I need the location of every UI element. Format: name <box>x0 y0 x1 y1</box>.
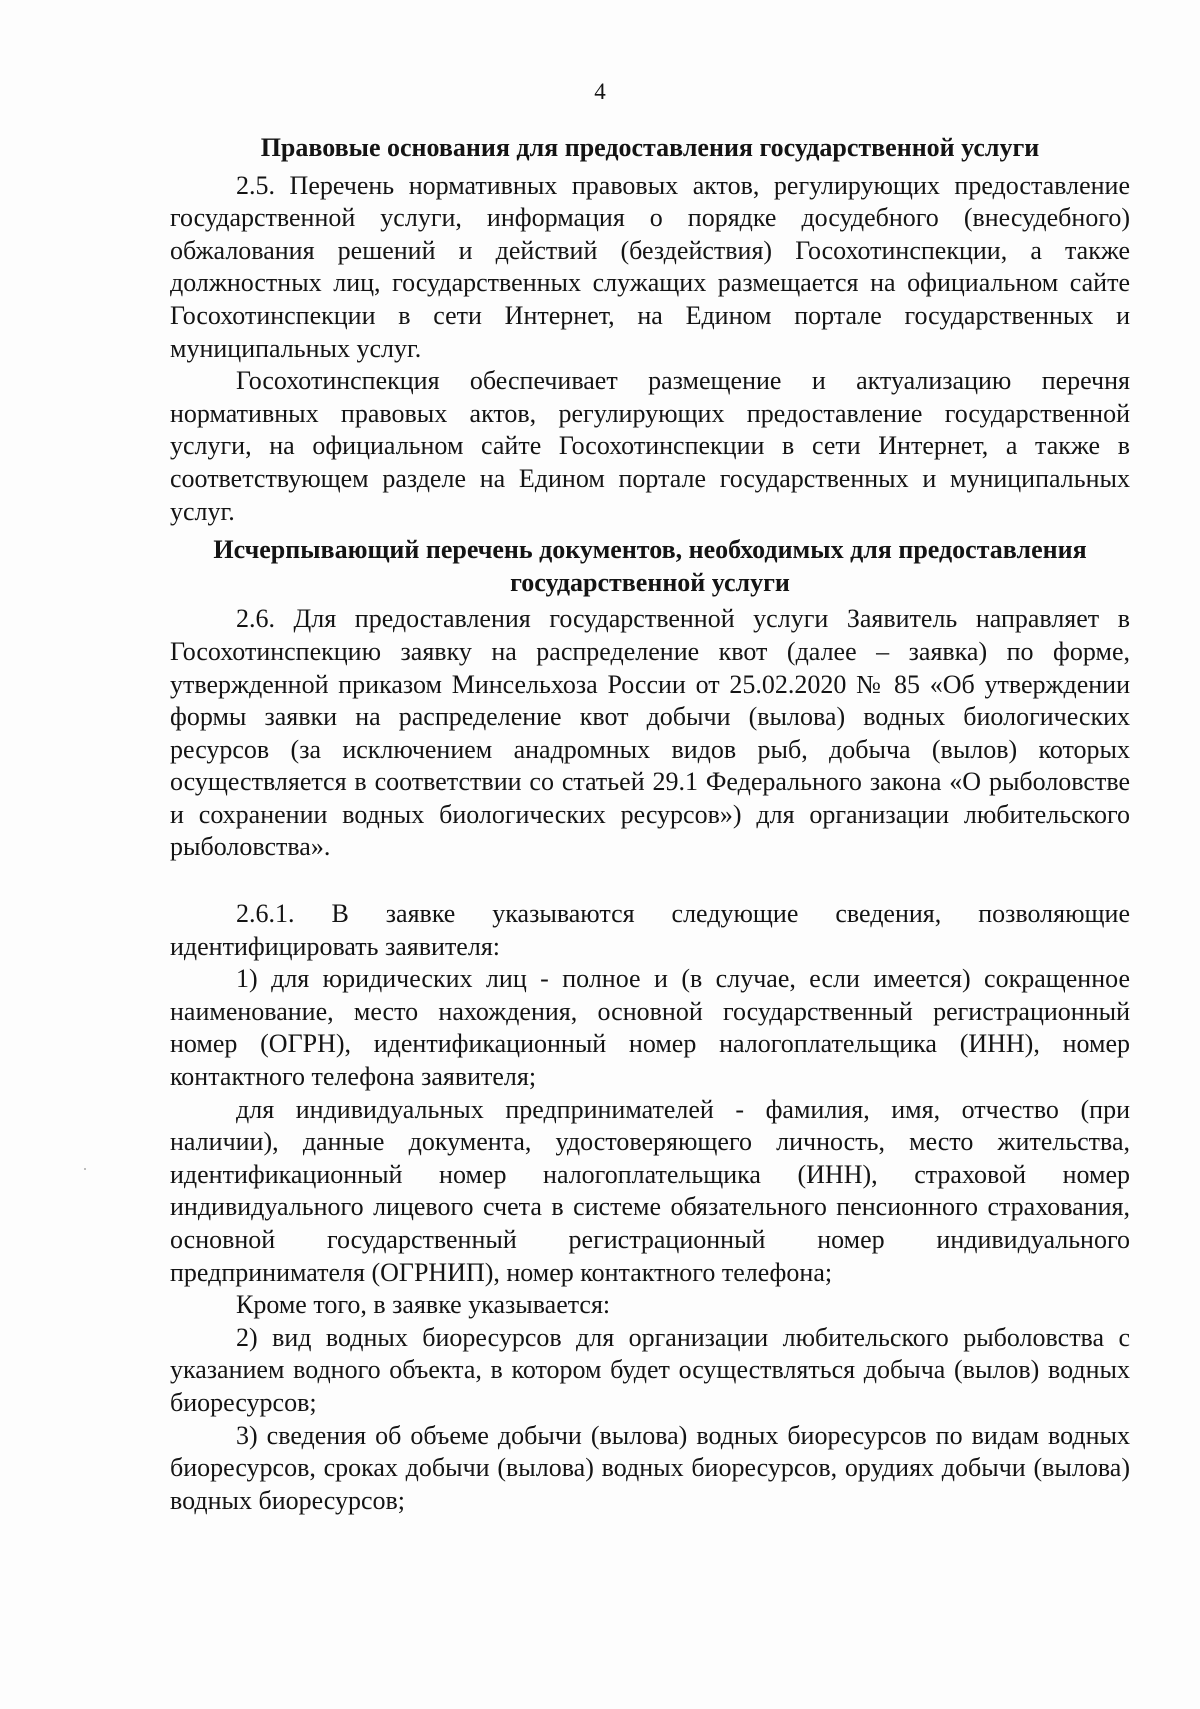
paragraph-2-5: 2.5. Перечень нормативных правовых актов, регулирующих предоставление государственной услуги, информация о порядке досудебного (внесудебного) обжалования решений и действий (бездействия) Госохотинспекции, а также должностных лиц, государственных служащих размещается на официальном сайте Госохотинспекции в сети Интернет, на Едином портале государственных и муниципальных услуг. <box>170 170 1130 363</box>
page-number: 4 <box>594 79 606 104</box>
section-heading-legal-basis: Правовые основания для предоставления государственной услуги <box>260 133 1040 162</box>
list-item-1-legal-entities: 1) для юридических лиц - полное и (в случае, если имеется) сокращенное наименование, место нахождения, основной государственный регистрационный номер (ОГРН), идентификационный номер налогоплательщика (ИНН), номер контактного телефона заявителя; <box>170 964 1130 1092</box>
section-heading-documents-line-2: государственной услуги <box>510 567 790 597</box>
document-body <box>170 132 1130 1517</box>
list-item-2: 2) вид водных биоресурсов для организации любительского рыболовства с указанием водного объекта, в котором будет осуществляться добыча (вылов) водных биоресурсов; <box>170 1322 1130 1417</box>
list-item-3: 3) сведения об объеме добычи (вылова) водных биоресурсов по видам водных биоресурсов, сроках добычи (вылова) водных биоресурсов, орудиях добычи (вылова) водных биоресурсов; <box>170 1420 1130 1515</box>
list-item-1-entrepreneurs: для индивидуальных предпринимателей - фамилия, имя, отчество (при наличии), данные документа, удостоверяющего личность, место жительства, идентификационный номер налогоплательщика (ИНН), страховой номер индивидуального лицевого счета в системе обязательного пенсионного страхования, основной государственный регистрационный номер индивидуального предпринимателя (ОГРНИП), номер контактного телефона; <box>170 1094 1130 1287</box>
paragraph-also-indicated: Кроме того, в заявке указывается: <box>236 1290 611 1320</box>
paragraph-2-6-1: 2.6.1. В заявке указываются следующие сведения, позволяющие идентифицировать заявителя: <box>170 899 1130 961</box>
paragraph-2-6: 2.6. Для предоставления государственной услуги Заявитель направляет в Госохотинспекцию заявку на распределение квот (далее – заявка) по форме, утвержденной приказом Минсельхоза России от 25.02.2020 № 85 «Об утверждении формы заявки на распределение квот добычи (вылова) водных биологических ресурсов (за исключением анадромных видов рыб, добыча (вылов) которых осуществляется в соответствии со статьей 29.1 Федерального закона «О рыболовстве и сохранении водных биологических ресурсов») для организации любительского рыболовства». <box>170 604 1130 862</box>
section-heading-documents <box>170 534 1130 599</box>
paragraph-2-5-continued: Госохотинспекция обеспечивает размещение и актуализацию перечня нормативных правовых актов, регулирующих предоставление государственной услуги, на официальном сайте Госохотинспекции в сети Интернет, а также в соответствующем разделе на Едином портале государственных и муниципальных услуг. <box>170 366 1130 526</box>
section-heading-documents-line-1: Исчерпывающий перечень документов, необходимых для предоставления <box>213 535 1087 565</box>
scan-speck <box>84 1168 86 1170</box>
